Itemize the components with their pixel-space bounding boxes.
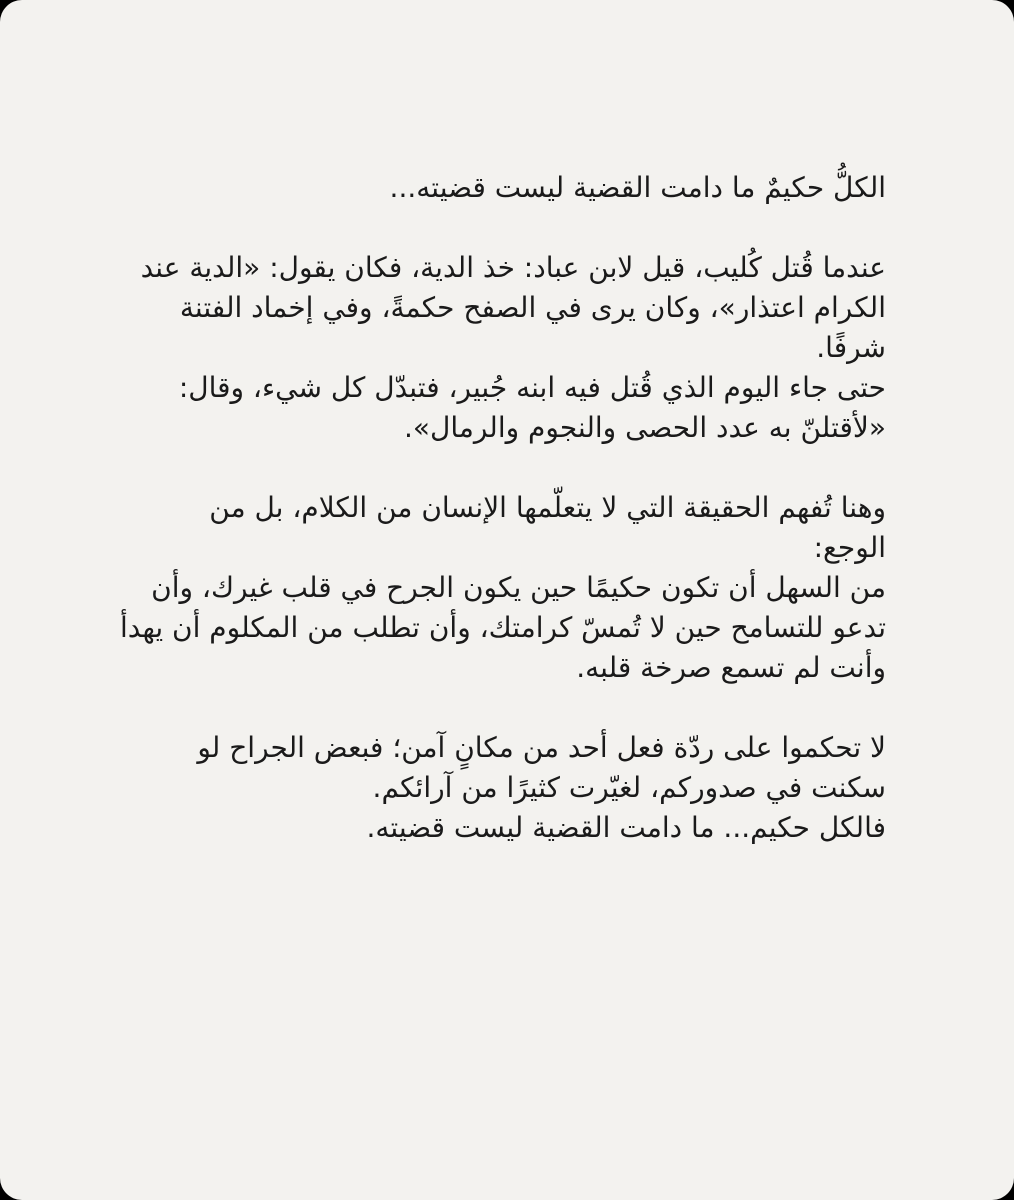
- page-title: الكلُّ حكيمٌ ما دامت القضية ليست قضيته...: [389, 171, 886, 204]
- paragraph-1-line-2: الكرام اعتذار»، وكان يرى في الصفح حكمةً، وفي إخماد الفتنة: [179, 291, 886, 324]
- paragraph-1-line-1: عندما قُتل كُليب، قيل لابن عباد: خذ الدية، فكان يقول: «الدية عند: [140, 251, 886, 284]
- paragraph-2-line-4: تدعو للتسامح حين لا تُمسّ كرامتك، وأن تطلب من المكلوم أن يهدأ: [119, 611, 886, 644]
- paragraph-3-line-2: سكنت في صدوركم، لغيّرت كثيرًا من آرائكم.: [372, 771, 886, 804]
- paragraph-1-line-5: «لأقتلنّ به عدد الحصى والنجوم والرمال».: [403, 411, 886, 444]
- paragraph-spacer: [90, 688, 886, 728]
- paragraph-2-line-1: وهنا تُفهم الحقيقة التي لا يتعلّمها الإنسان من الكلام، بل من: [209, 491, 886, 524]
- paragraph-spacer: [90, 448, 886, 488]
- paragraph-3-line-1: لا تحكموا على ردّة فعل أحد من مكانٍ آمن؛ فبعض الجراح لو: [197, 731, 886, 764]
- paragraph-1-line-3: شرفًا.: [816, 331, 886, 364]
- paragraph-2-line-2: الوجع:: [813, 531, 886, 564]
- paragraph-2-line-3: من السهل أن تكون حكيمًا حين يكون الجرح في قلب غيرك، وأن: [151, 571, 886, 604]
- article-text: [90, 160, 886, 848]
- paragraph-1-line-4: حتى جاء اليوم الذي قُتل فيه ابنه جُبير، فتبدّل كل شيء، وقال:: [178, 371, 886, 404]
- paragraph-2-line-5: وأنت لم تسمع صرخة قلبه.: [576, 651, 886, 684]
- paragraph-spacer: [90, 208, 886, 248]
- paragraph-3-line-3: فالكل حكيم... ما دامت القضية ليست قضيته.: [366, 811, 886, 844]
